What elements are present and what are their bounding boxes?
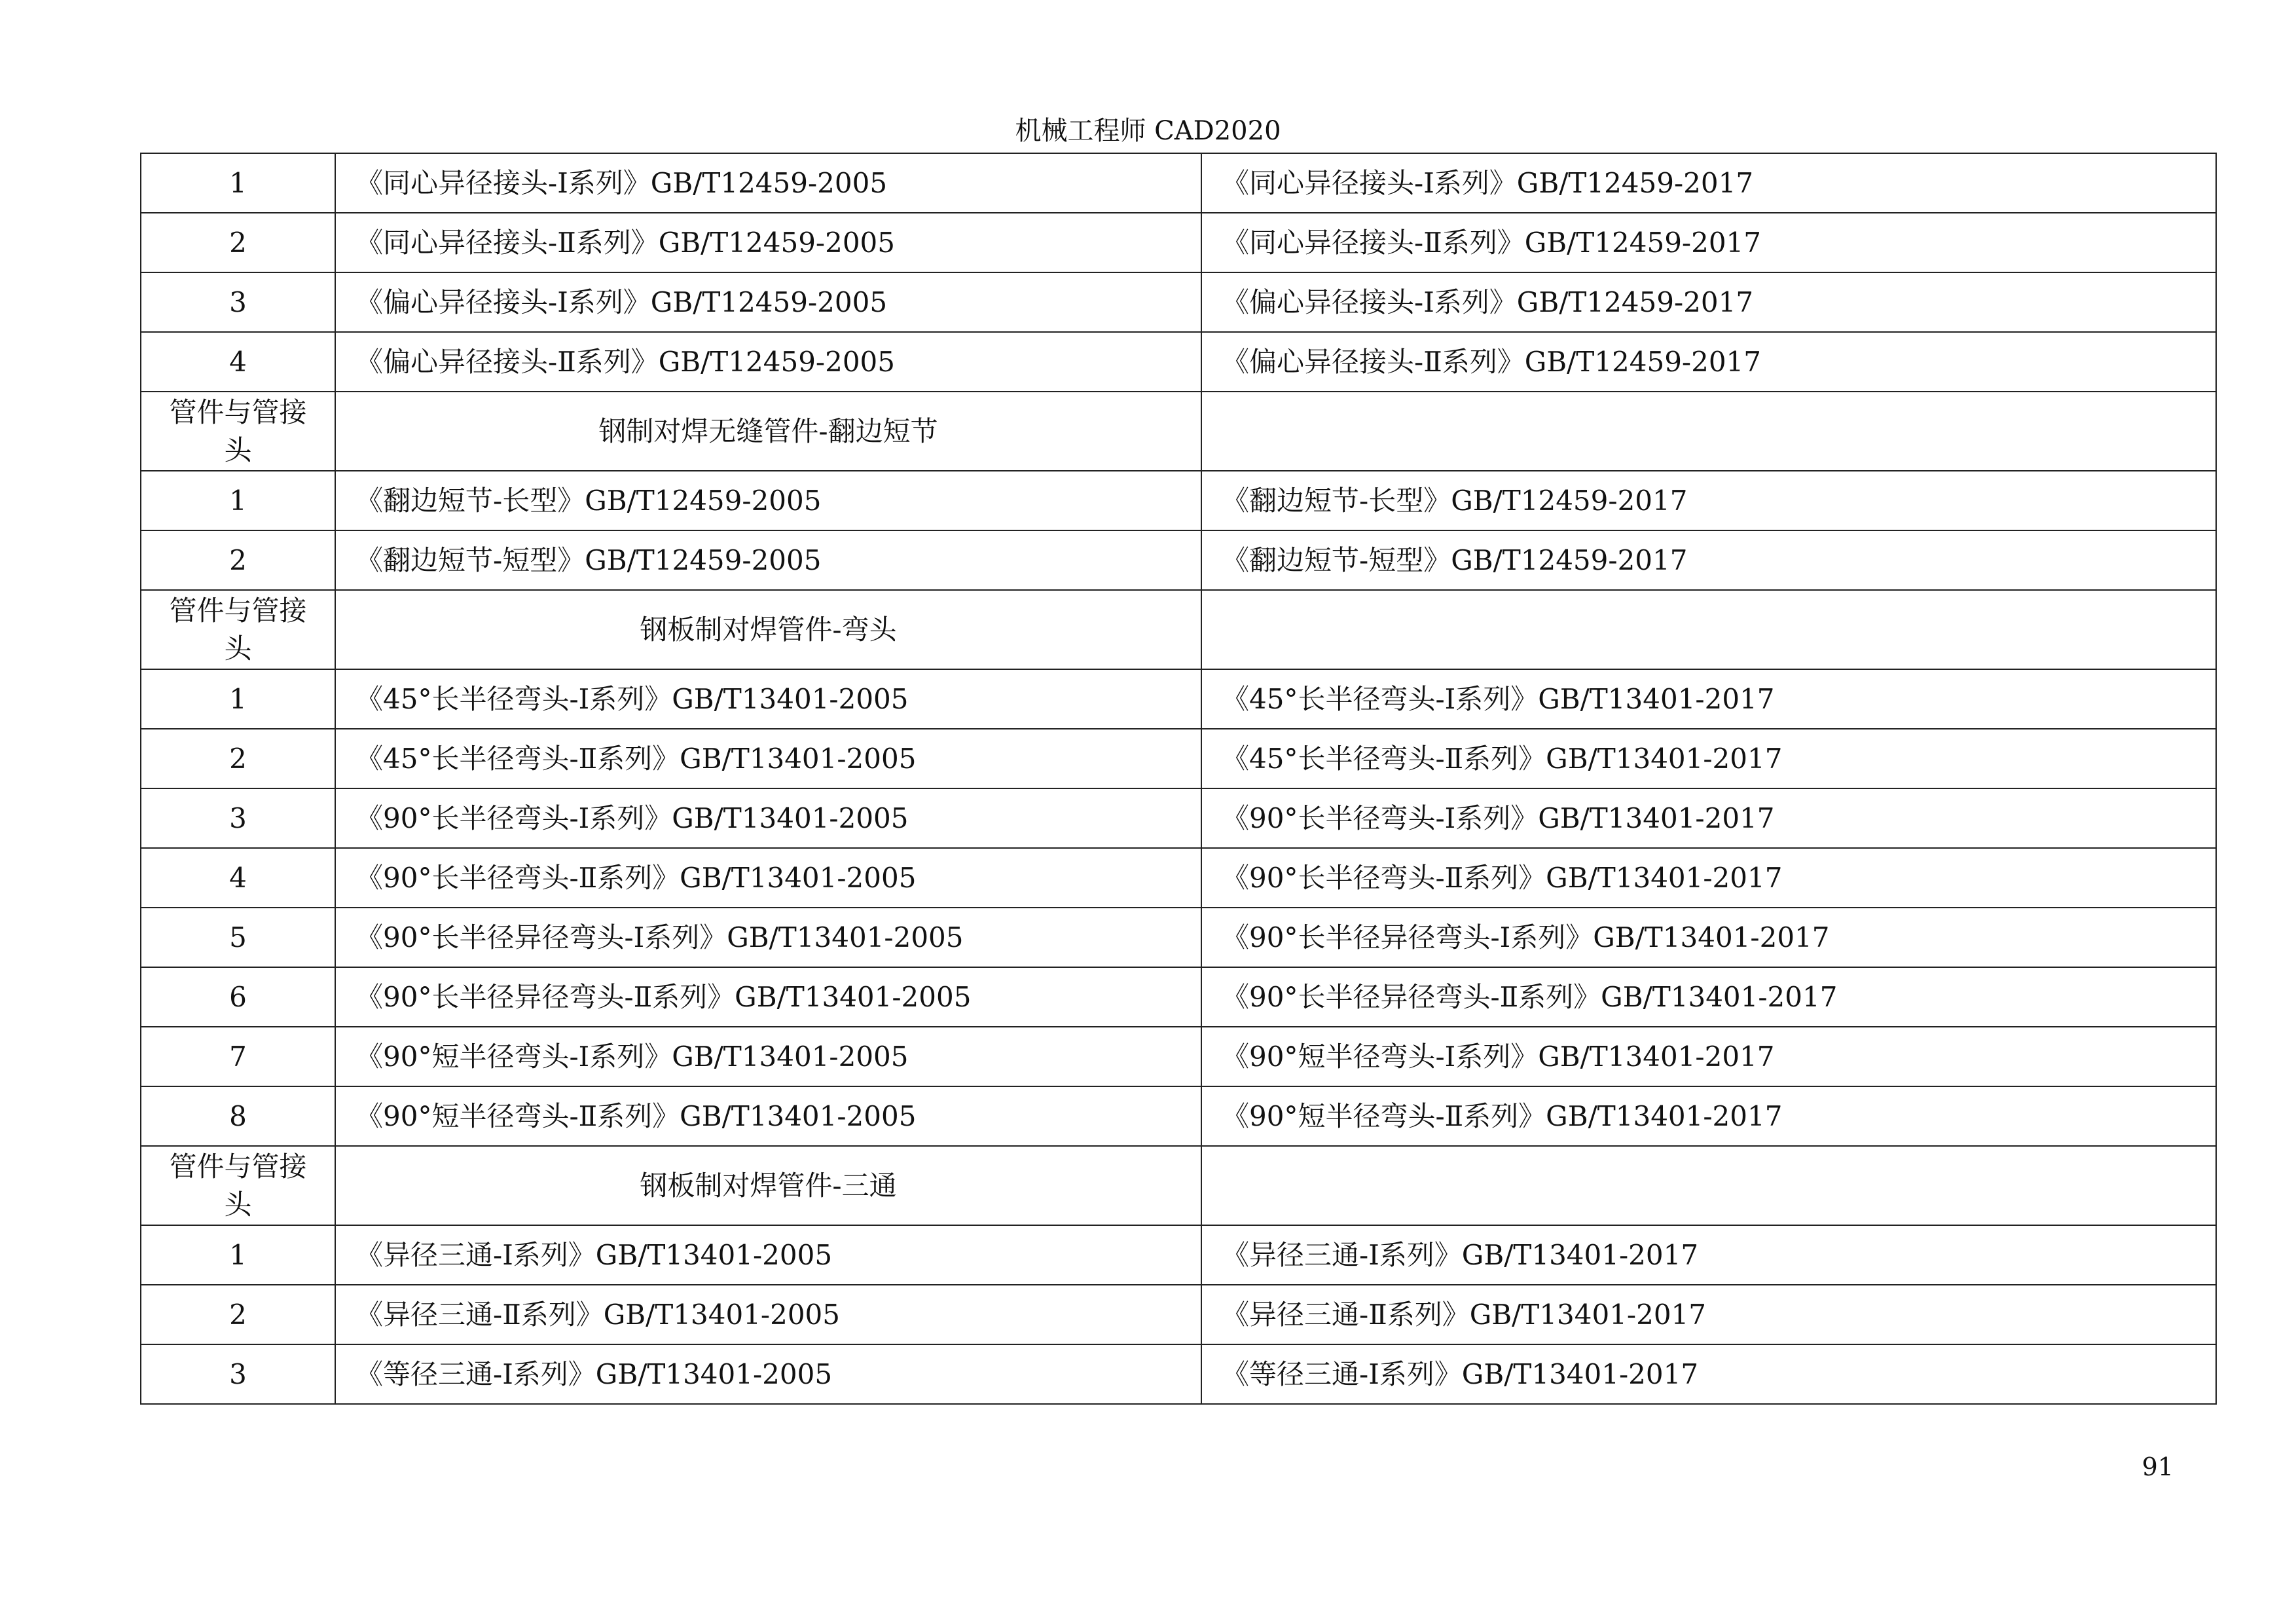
new-standard-cell: 《等径三通-Ⅰ系列》GB/T13401-2017 [1201, 1344, 2216, 1404]
row-number-cell: 4 [141, 848, 335, 908]
group-extra-cell [1201, 1146, 2216, 1225]
table-row [141, 272, 2216, 332]
new-standard-cell: 《翻边短节-长型》GB/T12459-2017 [1201, 471, 2216, 530]
table-row [141, 729, 2216, 788]
old-standard-cell: 《翻边短节-短型》GB/T12459-2005 [335, 530, 1201, 590]
old-standard-cell: 《45°长半径弯头-Ⅱ系列》GB/T13401-2005 [335, 729, 1201, 788]
new-standard-cell: 《异径三通-Ⅱ系列》GB/T13401-2017 [1201, 1285, 2216, 1344]
row-number-cell: 1 [141, 153, 335, 213]
row-number-cell: 2 [141, 1285, 335, 1344]
row-number-cell: 8 [141, 1086, 335, 1146]
table-row [141, 1225, 2216, 1285]
row-number-cell: 6 [141, 967, 335, 1027]
old-standard-cell: 《90°短半径弯头-Ⅱ系列》GB/T13401-2005 [335, 1086, 1201, 1146]
new-standard-cell: 《90°长半径弯头-Ⅱ系列》GB/T13401-2017 [1201, 848, 2216, 908]
old-standard-cell: 《90°长半径异径弯头-Ⅰ系列》GB/T13401-2005 [335, 908, 1201, 967]
table-row [141, 471, 2216, 530]
table-row [141, 530, 2216, 590]
category-cell: 管件与管接头 [141, 392, 335, 471]
old-standard-cell: 《偏心异径接头-Ⅱ系列》GB/T12459-2005 [335, 332, 1201, 392]
row-number-cell: 1 [141, 1225, 335, 1285]
old-standard-cell: 《偏心异径接头-Ⅰ系列》GB/T12459-2005 [335, 272, 1201, 332]
new-standard-cell: 《异径三通-Ⅰ系列》GB/T13401-2017 [1201, 1225, 2216, 1285]
table-row [141, 213, 2216, 272]
row-number-cell: 7 [141, 1027, 335, 1086]
group-title-cell: 钢制对焊无缝管件-翻边短节 [335, 392, 1201, 471]
row-number-cell: 3 [141, 1344, 335, 1404]
table-row [141, 669, 2216, 729]
table-row [141, 1086, 2216, 1146]
row-number-cell: 1 [141, 669, 335, 729]
new-standard-cell: 《45°长半径弯头-Ⅱ系列》GB/T13401-2017 [1201, 729, 2216, 788]
new-standard-cell: 《同心异径接头-Ⅰ系列》GB/T12459-2017 [1201, 153, 2216, 213]
new-standard-cell: 《90°长半径异径弯头-Ⅰ系列》GB/T13401-2017 [1201, 908, 2216, 967]
table-row [141, 153, 2216, 213]
table-row [141, 967, 2216, 1027]
table-row [141, 908, 2216, 967]
new-standard-cell: 《45°长半径弯头-Ⅰ系列》GB/T13401-2017 [1201, 669, 2216, 729]
standards-table-body [141, 153, 2216, 1404]
row-number-cell: 4 [141, 332, 335, 392]
table-row [141, 848, 2216, 908]
group-title-cell: 钢板制对焊管件-三通 [335, 1146, 1201, 1225]
new-standard-cell: 《翻边短节-短型》GB/T12459-2017 [1201, 530, 2216, 590]
old-standard-cell: 《翻边短节-长型》GB/T12459-2005 [335, 471, 1201, 530]
old-standard-cell: 《45°长半径弯头-Ⅰ系列》GB/T13401-2005 [335, 669, 1201, 729]
standards-table [140, 153, 2217, 1405]
new-standard-cell: 《90°短半径弯头-Ⅱ系列》GB/T13401-2017 [1201, 1086, 2216, 1146]
row-number-cell: 3 [141, 272, 335, 332]
new-standard-cell: 《偏心异径接头-Ⅱ系列》GB/T12459-2017 [1201, 332, 2216, 392]
table-row [141, 332, 2216, 392]
table-row [141, 1285, 2216, 1344]
group-extra-cell [1201, 392, 2216, 471]
group-title-cell: 钢板制对焊管件-弯头 [335, 590, 1201, 669]
old-standard-cell: 《90°短半径弯头-Ⅰ系列》GB/T13401-2005 [335, 1027, 1201, 1086]
old-standard-cell: 《90°长半径异径弯头-Ⅱ系列》GB/T13401-2005 [335, 967, 1201, 1027]
row-number-cell: 2 [141, 729, 335, 788]
row-number-cell: 5 [141, 908, 335, 967]
row-number-cell: 2 [141, 213, 335, 272]
old-standard-cell: 《异径三通-Ⅱ系列》GB/T13401-2005 [335, 1285, 1201, 1344]
row-number-cell: 1 [141, 471, 335, 530]
new-standard-cell: 《同心异径接头-Ⅱ系列》GB/T12459-2017 [1201, 213, 2216, 272]
group-extra-cell [1201, 590, 2216, 669]
new-standard-cell: 《90°长半径弯头-Ⅰ系列》GB/T13401-2017 [1201, 788, 2216, 848]
old-standard-cell: 《90°长半径弯头-Ⅰ系列》GB/T13401-2005 [335, 788, 1201, 848]
new-standard-cell: 《90°长半径异径弯头-Ⅱ系列》GB/T13401-2017 [1201, 967, 2216, 1027]
section-row [141, 1146, 2216, 1225]
table-row [141, 788, 2216, 848]
old-standard-cell: 《等径三通-Ⅰ系列》GB/T13401-2005 [335, 1344, 1201, 1404]
page-header-title: 机械工程师 CAD2020 [1015, 116, 1281, 146]
row-number-cell: 2 [141, 530, 335, 590]
old-standard-cell: 《同心异径接头-Ⅱ系列》GB/T12459-2005 [335, 213, 1201, 272]
row-number-cell: 3 [141, 788, 335, 848]
table-row [141, 1344, 2216, 1404]
section-row [141, 590, 2216, 669]
old-standard-cell: 《异径三通-Ⅰ系列》GB/T13401-2005 [335, 1225, 1201, 1285]
new-standard-cell: 《90°短半径弯头-Ⅰ系列》GB/T13401-2017 [1201, 1027, 2216, 1086]
new-standard-cell: 《偏心异径接头-Ⅰ系列》GB/T12459-2017 [1201, 272, 2216, 332]
page-number: 91 [2141, 1452, 2174, 1481]
old-standard-cell: 《同心异径接头-Ⅰ系列》GB/T12459-2005 [335, 153, 1201, 213]
section-row [141, 392, 2216, 471]
category-cell: 管件与管接头 [141, 1146, 335, 1225]
table-row [141, 1027, 2216, 1086]
old-standard-cell: 《90°长半径弯头-Ⅱ系列》GB/T13401-2005 [335, 848, 1201, 908]
category-cell: 管件与管接头 [141, 590, 335, 669]
